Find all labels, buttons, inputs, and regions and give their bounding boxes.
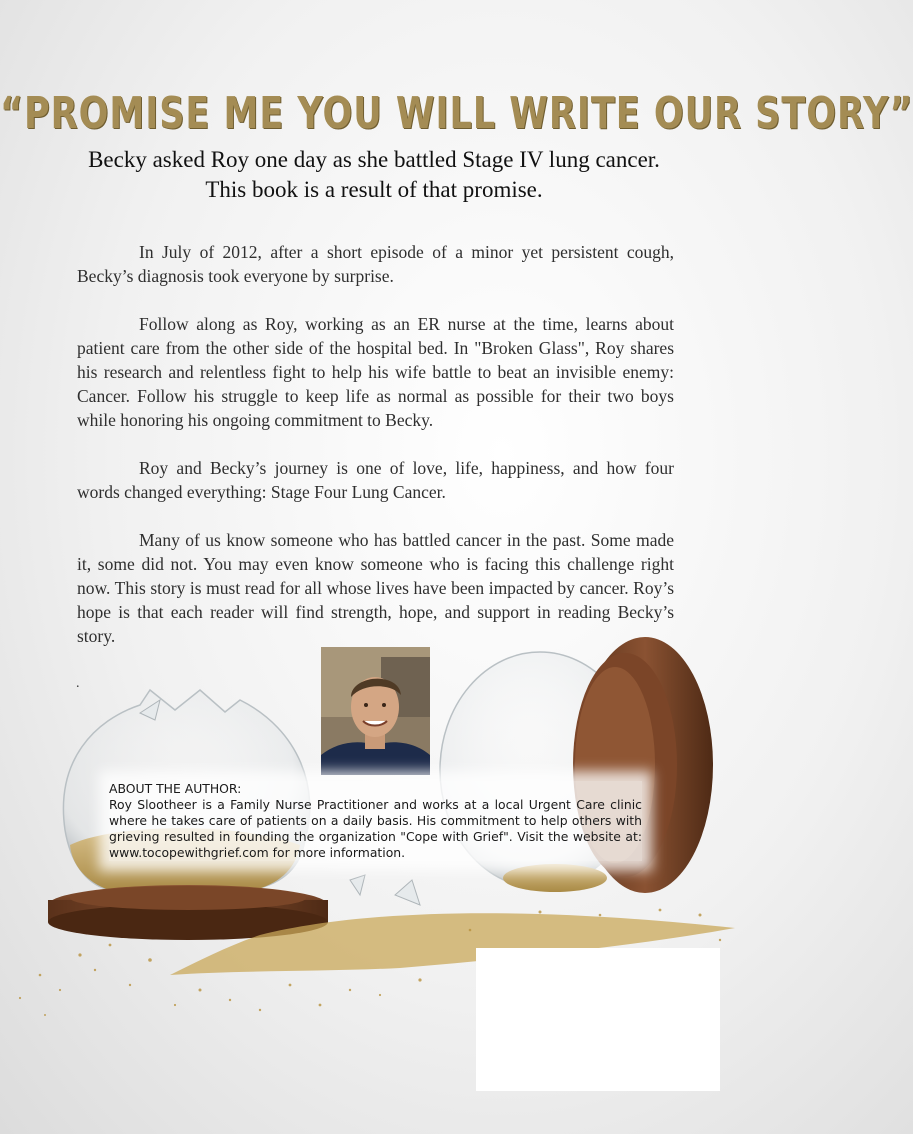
description-paragraph-3: Roy and Becky’s journey is one of love, life, happiness, and how four words changed everything: Stage Four Lung Cancer. — [77, 458, 674, 502]
about-heading: ABOUT THE AUTHOR: — [109, 781, 242, 796]
author-portrait-image — [321, 647, 430, 775]
about-text: Roy Slootheer is a Family Nurse Practitioner and works at a local Urgent Care clinic where he takes care of patients on a daily basis. His commitment to help others with grieving resulted in founding the organization "Cope with Grief". Visit the website at: www.tocopewithgrief.com for more information. — [109, 797, 642, 860]
subtitle-line-2: This book is a result of that promise. — [205, 177, 543, 202]
stray-dot: . — [76, 676, 80, 691]
about-the-author — [109, 781, 642, 861]
headline-quote: “PROMISE ME YOU WILL WRITE OUR STORY” — [0, 89, 913, 139]
subtitle-line-1: Becky asked Roy one day as she battled Stage IV lung cancer. — [88, 147, 660, 172]
subtitle — [40, 145, 708, 205]
author-photo — [321, 647, 430, 775]
description-paragraph-4: Many of us know someone who has battled cancer in the past. Some made it, some did not. You may even know someone who is facing this challenge right now. This story is must read for all whose lives have been impacted by cancer. Roy’s hope is that each reader will find strength, hope, and support in reading Becky’s story. — [77, 530, 674, 646]
description-paragraph-2: Follow along as Roy, working as an ER nurse at the time, learns about patient care from the other side of the hospital bed. In "Broken Glass", Roy shares his research and relentless fight to help his wife battle to beat an invisible enemy: Cancer. Follow his struggle to keep life as normal as possible for their two boys while honoring his ongoing commitment to Becky. — [77, 314, 674, 430]
book-description — [77, 240, 674, 672]
description-paragraph-1: In July of 2012, after a short episode of a minor yet persistent cough, Becky’s diagnosis took everyone by surprise. — [77, 242, 674, 286]
barcode-area — [476, 948, 720, 1091]
